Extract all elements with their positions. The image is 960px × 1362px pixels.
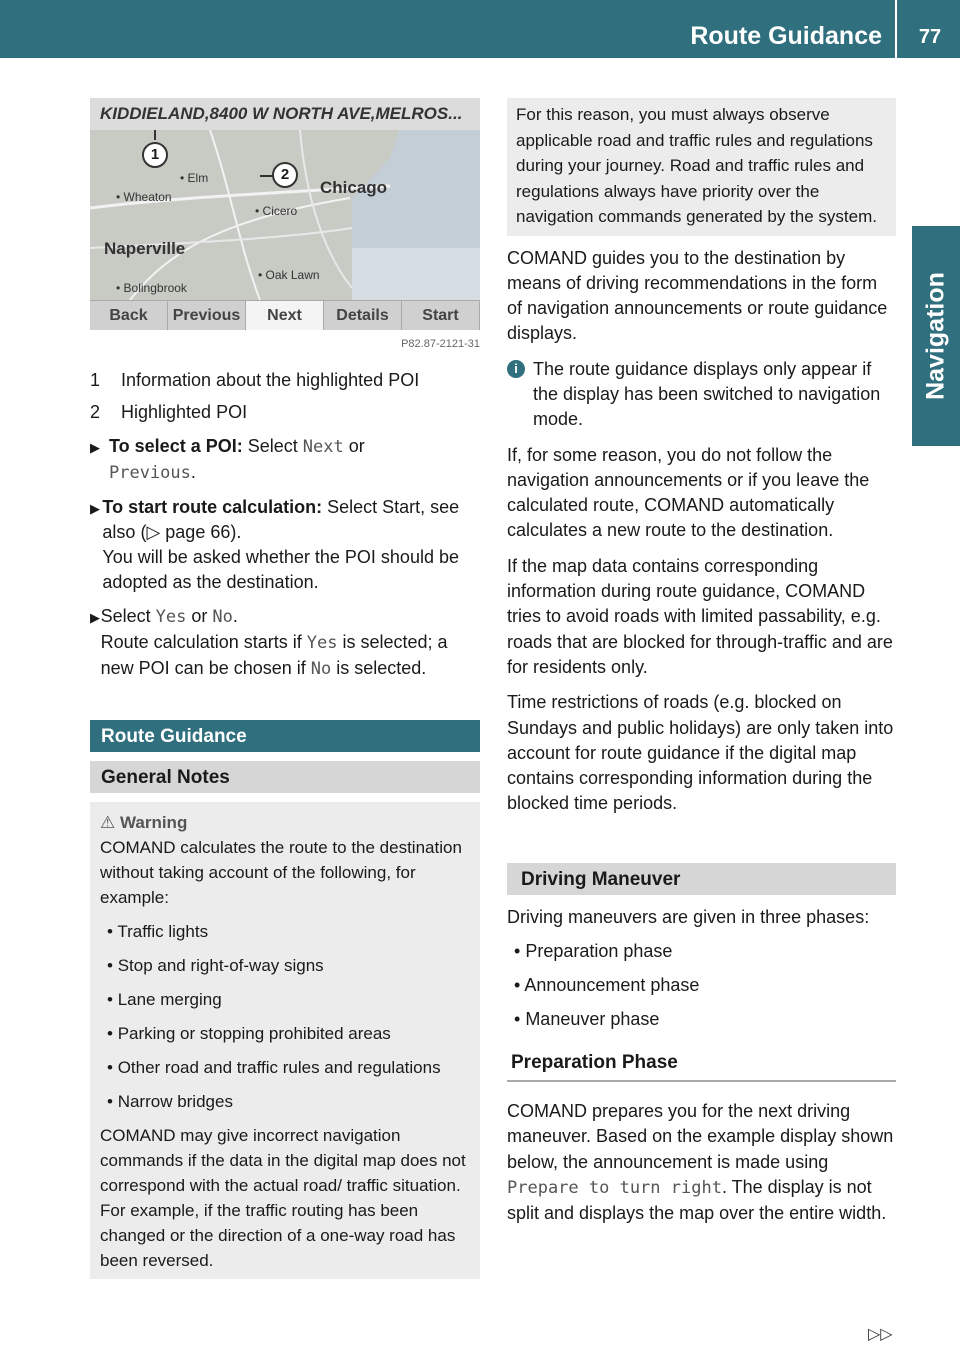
step-route-calculation: ▶ To start route calculation: Select Start, see also (▷ page 66). You will be asked whether the POI should be adopted as the destination.	[90, 495, 480, 595]
list-item: • Other road and traffic rules and regulations	[107, 1058, 441, 1077]
warning-outro: COMAND may give incorrect navigation commands if the data in the digital map does not correspond with the actual road/ traffic situation. For example, if the traffic routing has been changed or the direction of a one-way road has been reversed.	[100, 1126, 466, 1270]
map-place-naperville: Naperville	[104, 239, 186, 258]
legend-item	[90, 370, 480, 391]
display-text-next: Next	[302, 437, 344, 457]
step-bold: To start route calculation:	[102, 497, 323, 517]
note-box: For this reason, you must always observe applicable road and traffic rules and regulations during your journey. Road and traffic rules and regulations always have priority over the navigation commands generated by the system.	[507, 98, 896, 236]
lake-inset	[352, 248, 480, 300]
step-arrow-icon: ▶	[90, 440, 100, 455]
display-text-prepare: Prepare to turn right	[507, 1177, 722, 1198]
subheading-preparation: Preparation Phase	[507, 1052, 896, 1082]
list-item: • Announcement phase	[514, 975, 700, 996]
softkey-previous[interactable]: Previous	[168, 301, 246, 330]
info-icon: i	[507, 360, 525, 378]
map-screenshot	[90, 98, 480, 330]
list-item: • Traffic lights	[107, 922, 209, 941]
softkey-details[interactable]: Details	[324, 301, 402, 330]
continue-icon: ▷▷	[868, 1326, 893, 1343]
map-place-oak-lawn: • Oak Lawn	[258, 268, 320, 282]
display-text-yes: Yes	[155, 607, 187, 627]
page-number: 77	[918, 26, 942, 48]
paragraph: Driving maneuvers are given in three phases:	[507, 906, 870, 927]
warning-icon: ⚠	[100, 813, 120, 832]
legend-num: 2	[90, 402, 101, 422]
paragraph: If, for some reason, you do not follow the navigation announcements or if you leave the calculated route, COMAND automatically calculates a new route to the destination.	[507, 444, 870, 541]
step-arrow-icon: ▶	[90, 610, 100, 625]
page-header	[0, 0, 960, 58]
paragraph: COMAND prepares you for the next driving maneuver. Based on the example display shown below, the announcement is made using Prepare to turn right. The display is not split and displays the map over the entire width.	[507, 1101, 894, 1224]
softkey-back[interactable]: Back	[90, 301, 168, 330]
paragraph: Time restrictions of roads (e.g. blocked on Sundays and public holidays) are only taken into account for route guidance if the digital map contains corresponding information during the blocked time periods.	[507, 692, 894, 814]
header-separator	[895, 0, 897, 58]
step-bold: To select a POI:	[109, 436, 243, 456]
map-place-wheaton: • Wheaton	[116, 190, 172, 204]
warning-box	[90, 802, 480, 1279]
display-text-no: No	[212, 607, 233, 627]
softkey-bar	[90, 300, 480, 330]
softkey-start[interactable]: Start	[402, 301, 480, 330]
right-column	[507, 98, 896, 1227]
display-text-previous: Previous	[109, 463, 191, 483]
list-item: • Lane merging	[107, 990, 222, 1009]
paragraph: If the map data contains corresponding information during route guidance, COMAND tries to avoid roads with limited passability, e.g. roads that are blocked for through-traffic and are for residents only.	[507, 555, 893, 677]
warning-intro: COMAND calculates the route to the destination without taking account of the following, for example:	[100, 838, 462, 907]
header-section-title: Route Guidance	[690, 22, 882, 50]
map-callout-2: 2	[272, 162, 298, 188]
legend	[90, 370, 480, 423]
map-callout-1: 1	[142, 142, 168, 168]
list-item: • Maneuver phase	[514, 1009, 660, 1030]
list-item: • Parking or stopping prohibited areas	[107, 1024, 391, 1043]
side-tab-label: Navigation	[921, 272, 950, 400]
map-place-cicero: • Cicero	[255, 204, 298, 218]
side-tab	[912, 226, 960, 446]
softkey-next[interactable]: Next	[246, 301, 324, 330]
info-note: i The route guidance displays only appear if the display has been switched to navigation mode.	[507, 357, 896, 433]
subsection-heading: General Notes	[90, 761, 480, 793]
legend-text: Highlighted POI	[121, 402, 248, 422]
map-place-chicago: Chicago	[320, 178, 388, 197]
left-column	[90, 98, 480, 1279]
map-heading: KIDDIELAND,8400 W NORTH AVE,MELROS...	[90, 98, 480, 130]
legend-item	[90, 402, 480, 423]
image-code: P82.87-2121-31	[401, 338, 480, 350]
map-place-elm: • Elm	[180, 171, 209, 185]
map-place-bolingbrook: • Bolingbrook	[116, 281, 187, 295]
warning-title: ⚠ Warning	[100, 813, 188, 832]
legend-text: Information about the highlighted POI	[121, 370, 420, 390]
subsection-heading-maneuver: Driving Maneuver	[507, 863, 896, 895]
step-select-yes-no: ▶ Select Yes or No. Route calculation starts if Yes is selected; a new POI can be chosen if No is selected.	[90, 604, 480, 682]
list-item: • Stop and right-of-way signs	[107, 956, 324, 975]
list-item: • Narrow bridges	[107, 1092, 233, 1111]
step-arrow-icon: ▶	[90, 501, 100, 516]
list-item: • Preparation phase	[514, 941, 673, 962]
section-heading: Route Guidance	[90, 720, 480, 752]
legend-num: 1	[90, 370, 101, 390]
paragraph: COMAND guides you to the destination by means of driving recommendations in the form of navigation announcements or route guidance displays.	[507, 247, 888, 344]
step-select-poi: ▶ To select a POI: Select Next or Previous.	[90, 434, 480, 486]
